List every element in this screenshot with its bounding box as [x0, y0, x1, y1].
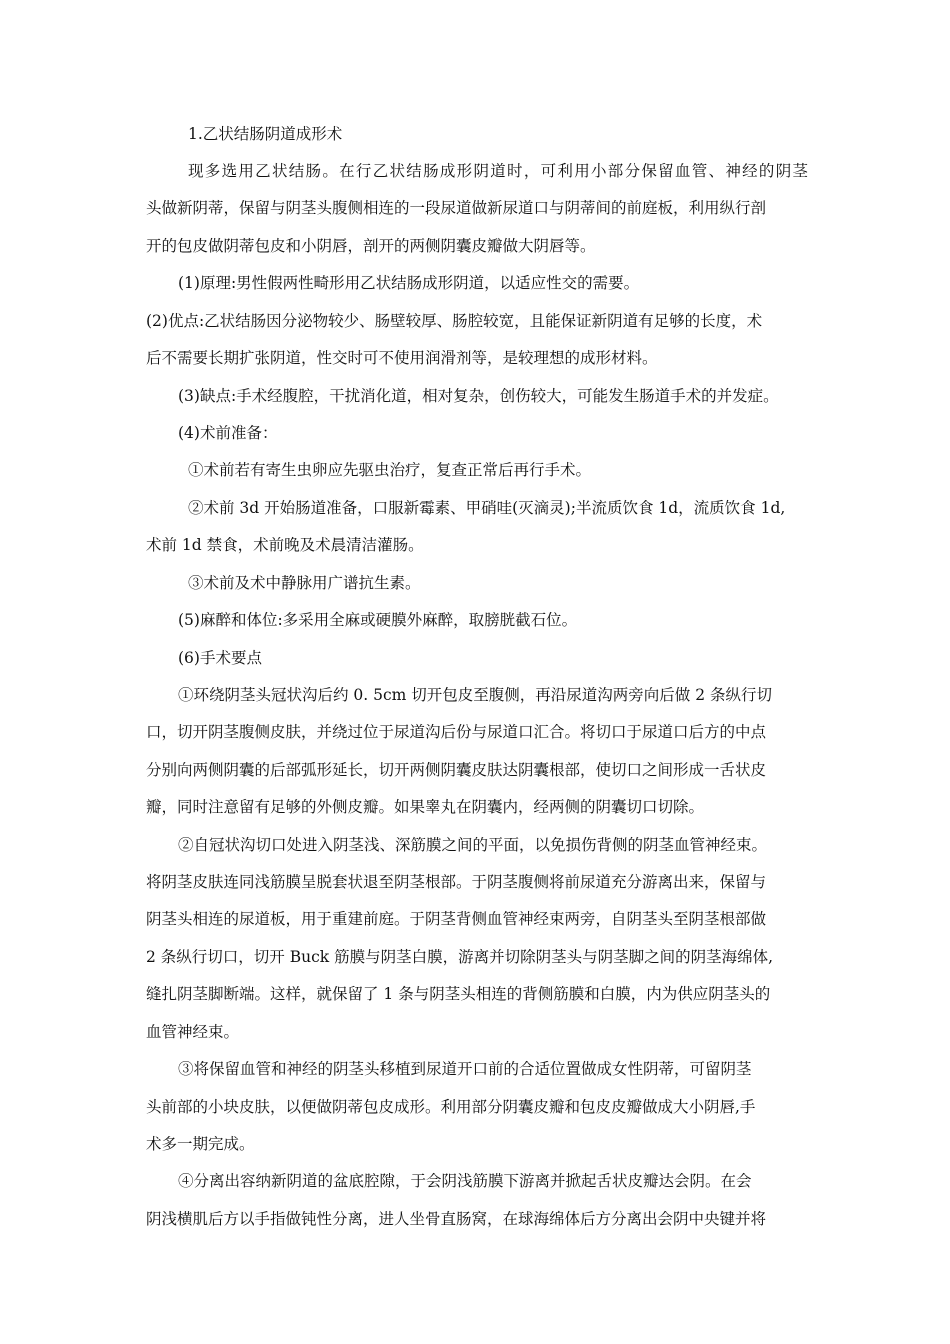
text-line: (3)缺点:手术经腹腔，干扰消化道，相对复杂，创伤较大，可能发生肠道手术的并发症。 [178, 387, 779, 405]
text-line: ①术前若有寄生虫卵应先驱虫治疗，复查正常后再行手术。 [188, 461, 592, 479]
text-line: ①环绕阴茎头冠状沟后约 0. 5cm 切开包皮至腹侧，再沿尿道沟两旁向后做 2 条纵行切 [178, 686, 773, 704]
text-line: ④分离出容纳新阴道的盆底腔隙，于会阴浅筋膜下游离并掀起舌状皮瓣达会阴。在会 [178, 1172, 752, 1190]
text-line: 血管神经束。 [146, 1023, 240, 1041]
text-line: 术前 1d 禁食，术前晚及术晨清洁灌肠。 [146, 536, 424, 554]
text-line: (4)术前准备： [178, 424, 278, 442]
text-line: 头做新阴蒂，保留与阴茎头腹侧相连的一段尿道做新尿道口与阴蒂间的前庭板，利用纵行剖 [146, 199, 767, 217]
text-line: 缝扎阴茎脚断端。这样，就保留了 1 条与阴茎头相连的背侧筋膜和白膜，内为供应阴茎头的 [146, 985, 771, 1003]
text-line: (2)优点:乙状结肠因分泌物较少、肠壁较厚、肠腔较宽，且能保证新阴道有足够的长度，术 [146, 312, 763, 330]
text-line: 分别向两侧阴囊的后部弧形延长，切开两侧阴囊皮肤达阴囊根部，使切口之间形成一舌状皮 [146, 761, 767, 779]
text-line: ②术前 3d 开始肠道准备，口服新霉素、甲硝哇(灭滴灵);半流质饮食 1d，流质饮食 1d, [188, 499, 786, 517]
text-line: 阴浅横肌后方以手指做钝性分离，进人坐骨直肠窝，在球海绵体后方分离出会阴中央键并将 [146, 1210, 767, 1228]
text-line: 瓣，同时注意留有足够的外侧皮瓣。如果睾丸在阴囊内，经两侧的阴囊切口切除。 [146, 798, 705, 816]
text-line: 阴茎头相连的尿道板，用于重建前庭。于阴茎背侧血管神经束两旁，自阴茎头至阴茎根部做 [146, 910, 767, 928]
section-heading: 1.乙状结肠阴道成形术 [188, 125, 343, 143]
text-line: 将阴茎皮肤连同浅筋膜呈脱套状退至阴茎根部。于阴茎腹侧将前尿道充分游离出来，保留与 [146, 873, 767, 891]
text-line: 开的包皮做阴蒂包皮和小阴唇，剖开的两侧阴囊皮瓣做大阴唇等。 [146, 237, 596, 255]
text-line: (5)麻醉和体位:多采用全麻或硬膜外麻醉，取膀胱截石位。 [178, 611, 578, 629]
text-line: 术多一期完成。 [146, 1135, 255, 1153]
text-line: 头前部的小块皮肤，以便做阴蒂包皮成形。利用部分阴囊皮瓣和包皮皮瓣做成大小阴唇,手 [146, 1098, 756, 1116]
text-line: ②自冠状沟切口处进入阴茎浅、深筋膜之间的平面，以免损伤背侧的阴茎血管神经束。 [178, 836, 768, 854]
text-line: 口，切开阴茎腹侧皮肤，并绕过位于尿道沟后份与尿道口汇合。将切口于尿道口后方的中点 [146, 723, 767, 741]
text-line: (1)原理:男性假两性畸形用乙状结肠成形阴道，以适应性交的需要。 [178, 274, 640, 292]
text-line: ③术前及术中静脉用广谱抗生素。 [188, 574, 421, 592]
text-line: ③将保留血管和神经的阴茎头移植到尿道开口前的合适位置做成女性阴蒂，可留阴茎 [178, 1060, 752, 1078]
text-line: 后不需要长期扩张阴道，性交时可不使用润滑剂等，是较理想的成形材料。 [146, 349, 658, 367]
text-line: (6)手术要点 [178, 649, 262, 667]
text-line: 2 条纵行切口，切开 Buck 筋膜与阴茎白膜，游离并切除阴茎头与阴茎脚之间的阴茎海绵体, [146, 948, 774, 966]
text-line: 现多选用乙状结肠。在行乙状结肠成形阴道时，可利用小部分保留血管、神经的阴茎 [188, 162, 808, 180]
